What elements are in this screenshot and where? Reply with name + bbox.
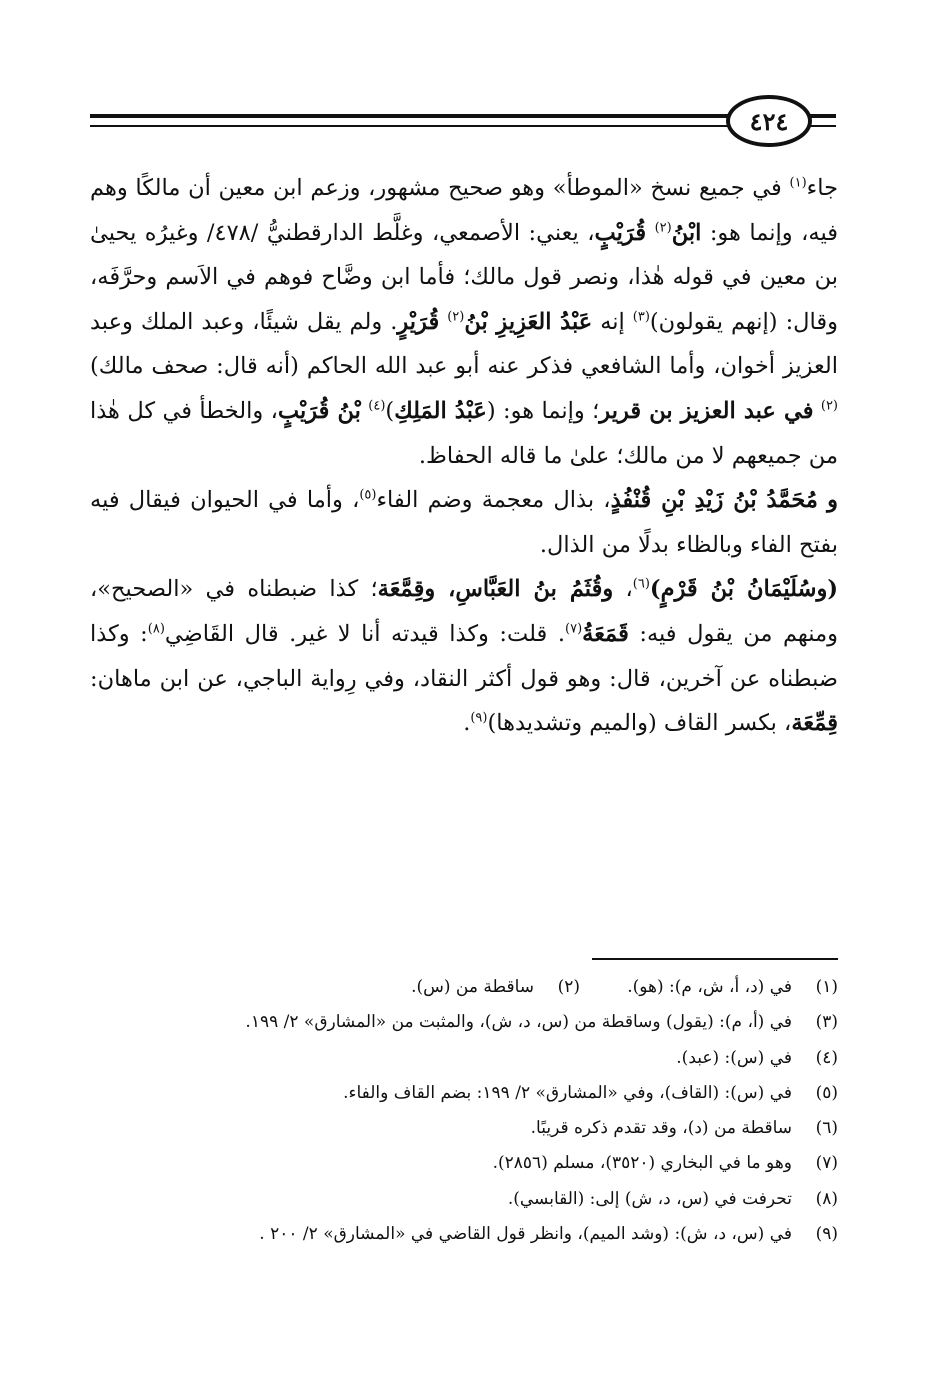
text-run: ، وأما في الحيوان فيقال فيه بفتح الفاء وبالظاء بدلًا من الذال. xyxy=(90,487,838,558)
footnote-2 xyxy=(411,970,580,1005)
text-run: إنه xyxy=(600,308,625,335)
footnote-ref-7[interactable]: (٧) xyxy=(565,621,583,637)
text-run: ؛ كذا ضبطناه في «الصحيح»، ومنهم من يقول فيه: xyxy=(90,576,839,647)
text-run: ، يعني: الأصمعي، وغلَّط الدارقطنيُّ /٤٧٨/ وغيرُه يحيىٰ بن معين في قوله هٰذا، ونصر قول مالك؛ فأما ابن وضَّاح فوهم في الاَسم وحرَّفَه، وقال: (إنهم يقولون) xyxy=(90,219,838,335)
text-run: ، والخطأ في كل هٰذا من جميعهم لا من مالك؛ علىٰ ما قاله الحفاظ. xyxy=(90,397,838,469)
text-run: : وكذا ضبطناه عن آخرين، قال: وهو قول أكثر النقاد، وفي رِواية الباجي، عن ابن ماهان: xyxy=(90,620,838,692)
header-rule-thick xyxy=(90,114,730,118)
bold-name: و xyxy=(827,487,838,514)
footnote-4 xyxy=(90,1041,838,1076)
footnote-number: (٤) xyxy=(815,1047,838,1068)
footnote-ref-6[interactable]: (٦) xyxy=(632,576,650,592)
header-rule-thin xyxy=(90,125,730,127)
footnote-1 xyxy=(580,970,838,1005)
page-number-badge xyxy=(726,95,812,147)
footnote-text: في (س، د، ش): (وشد الميم)، وانظر قول القاضي في «المشارق» ٢/ ٢٠٠ . xyxy=(259,1224,792,1245)
bold-name: قِمِّعَة xyxy=(791,710,838,737)
footnote-7 xyxy=(90,1146,838,1181)
header-rule-thin-right xyxy=(810,125,836,127)
text-run: ، بذال معجمة وضم الفاء xyxy=(376,487,611,514)
bold-name: عَبْدُ المَلِكِ xyxy=(394,397,487,424)
bold-name: ) xyxy=(649,576,661,603)
bold-name: مُحَمَّدُ بْنُ زَيْدِ بْنِ قُنْفُذٍ xyxy=(610,487,818,514)
footnote-number: (٦) xyxy=(815,1118,838,1139)
footnote-text: في (د، أ، ش، م): (هو). xyxy=(627,977,792,997)
footnote-3 xyxy=(90,1005,838,1040)
header-rule-thick-right xyxy=(810,114,836,118)
bold-name: بْنُ قُرَيْبٍ xyxy=(277,397,361,424)
bold-name: ابْنُ xyxy=(671,219,702,246)
page-number: ٤٢٤ xyxy=(749,106,789,136)
footnote-text: وهو ما في البخاري (٣٥٢٠)، مسلم (٢٨٥٦). xyxy=(492,1153,792,1174)
footnote-ref-8[interactable]: (٨) xyxy=(147,621,165,637)
footnote-text: في (أ، م): (يقول) وساقطة من (س، د، ش)، والمثبت من «المشارق» ٢/ ١٩٩. xyxy=(245,1012,792,1033)
bold-name: وسُلَيْمَانُ بْنُ قَرْمٍ xyxy=(660,576,828,603)
footnote-5 xyxy=(90,1076,838,1111)
text-run: ، بكسر القاف (والميم وتشديدها) xyxy=(487,710,792,737)
paragraph-1 xyxy=(90,166,838,478)
footnote-number: (٢) xyxy=(557,977,580,997)
footnote-ref-1[interactable]: (١) xyxy=(789,175,807,191)
text-run: . xyxy=(463,710,471,737)
page-header xyxy=(90,92,830,152)
footnote-text: في (س): (عبد). xyxy=(676,1047,792,1068)
footnote-6 xyxy=(90,1111,838,1146)
footnote-text: في (س): (القاف)، وفي «المشارق» ٢/ ١٩٩: بضم القاف والفاء. xyxy=(343,1082,792,1103)
bold-name: وقُثَمُ بنُ العَبَّاسِ، وقِمَّعَة xyxy=(377,576,614,603)
text-run: . ولم يقل شيئًا، وعبد الملك وعبد العزيز أخوان، وأما الشافعي فذكر عنه أبو عبد الله الحاكم (أنه قال: صحف مالك) xyxy=(90,308,838,380)
paragraph-3 xyxy=(90,567,838,745)
footnote-text: تحرفت في (س، د، ش) إلى: (القابسي). xyxy=(507,1188,792,1209)
bold-name: قَمَعَةُ xyxy=(582,620,629,647)
text-run: في جميع نسخ «الموطأ» وهو صحيح مشهور، وزعم ابن معين أن مالكًا وهم فيه، وإنما هو: xyxy=(90,175,838,246)
footnote-ref-4[interactable]: (٤) xyxy=(368,398,386,414)
text-run: . قلت: وكذا قيدته أنا لا غير. قال القَاضِي xyxy=(164,620,565,647)
text-run: ، xyxy=(613,576,633,603)
footnote-row xyxy=(90,970,838,1005)
footnote-ref-2b[interactable]: (٢) xyxy=(447,309,465,325)
footnote-ref-2[interactable]: (٢) xyxy=(654,220,672,236)
footnote-number: (٧) xyxy=(815,1153,838,1174)
footnote-text: ساقطة من (د)، وقد تقدم ذكره قريبًا. xyxy=(530,1118,792,1139)
text-run: جاء xyxy=(806,175,839,201)
footnote-number: (١) xyxy=(815,977,838,997)
paragraph-2 xyxy=(90,478,838,567)
footnote-text: ساقطة من (س). xyxy=(411,977,534,997)
footnote-9 xyxy=(90,1217,838,1252)
bold-name: عَبْدُ العَزِيزِ بْنُ xyxy=(464,308,593,335)
footnote-number: (٣) xyxy=(815,1012,838,1033)
footnote-ref-5[interactable]: (٥) xyxy=(359,487,377,503)
main-text xyxy=(90,166,838,746)
text-run: ) xyxy=(385,397,395,424)
text-run: ؛ وإنما هو: ( xyxy=(486,397,600,424)
footnote-8 xyxy=(90,1182,838,1217)
footnote-number: (٥) xyxy=(815,1082,838,1103)
footnote-separator xyxy=(592,958,838,960)
footnote-ref-2c[interactable]: (٢) xyxy=(820,398,838,414)
footnote-number: (٩) xyxy=(815,1224,838,1245)
footnotes xyxy=(90,970,838,1252)
bold-name: في عبد العزيز بن قرير xyxy=(599,397,814,424)
footnote-number: (٨) xyxy=(815,1188,838,1209)
bold-name: قُرَيْرٍ xyxy=(397,308,440,335)
bold-name: قُرَيْبٍ xyxy=(594,219,647,246)
footnote-ref-3[interactable]: (٣) xyxy=(632,309,650,325)
footnote-ref-9[interactable]: (٩) xyxy=(470,710,488,726)
bold-name: ( xyxy=(827,576,839,603)
